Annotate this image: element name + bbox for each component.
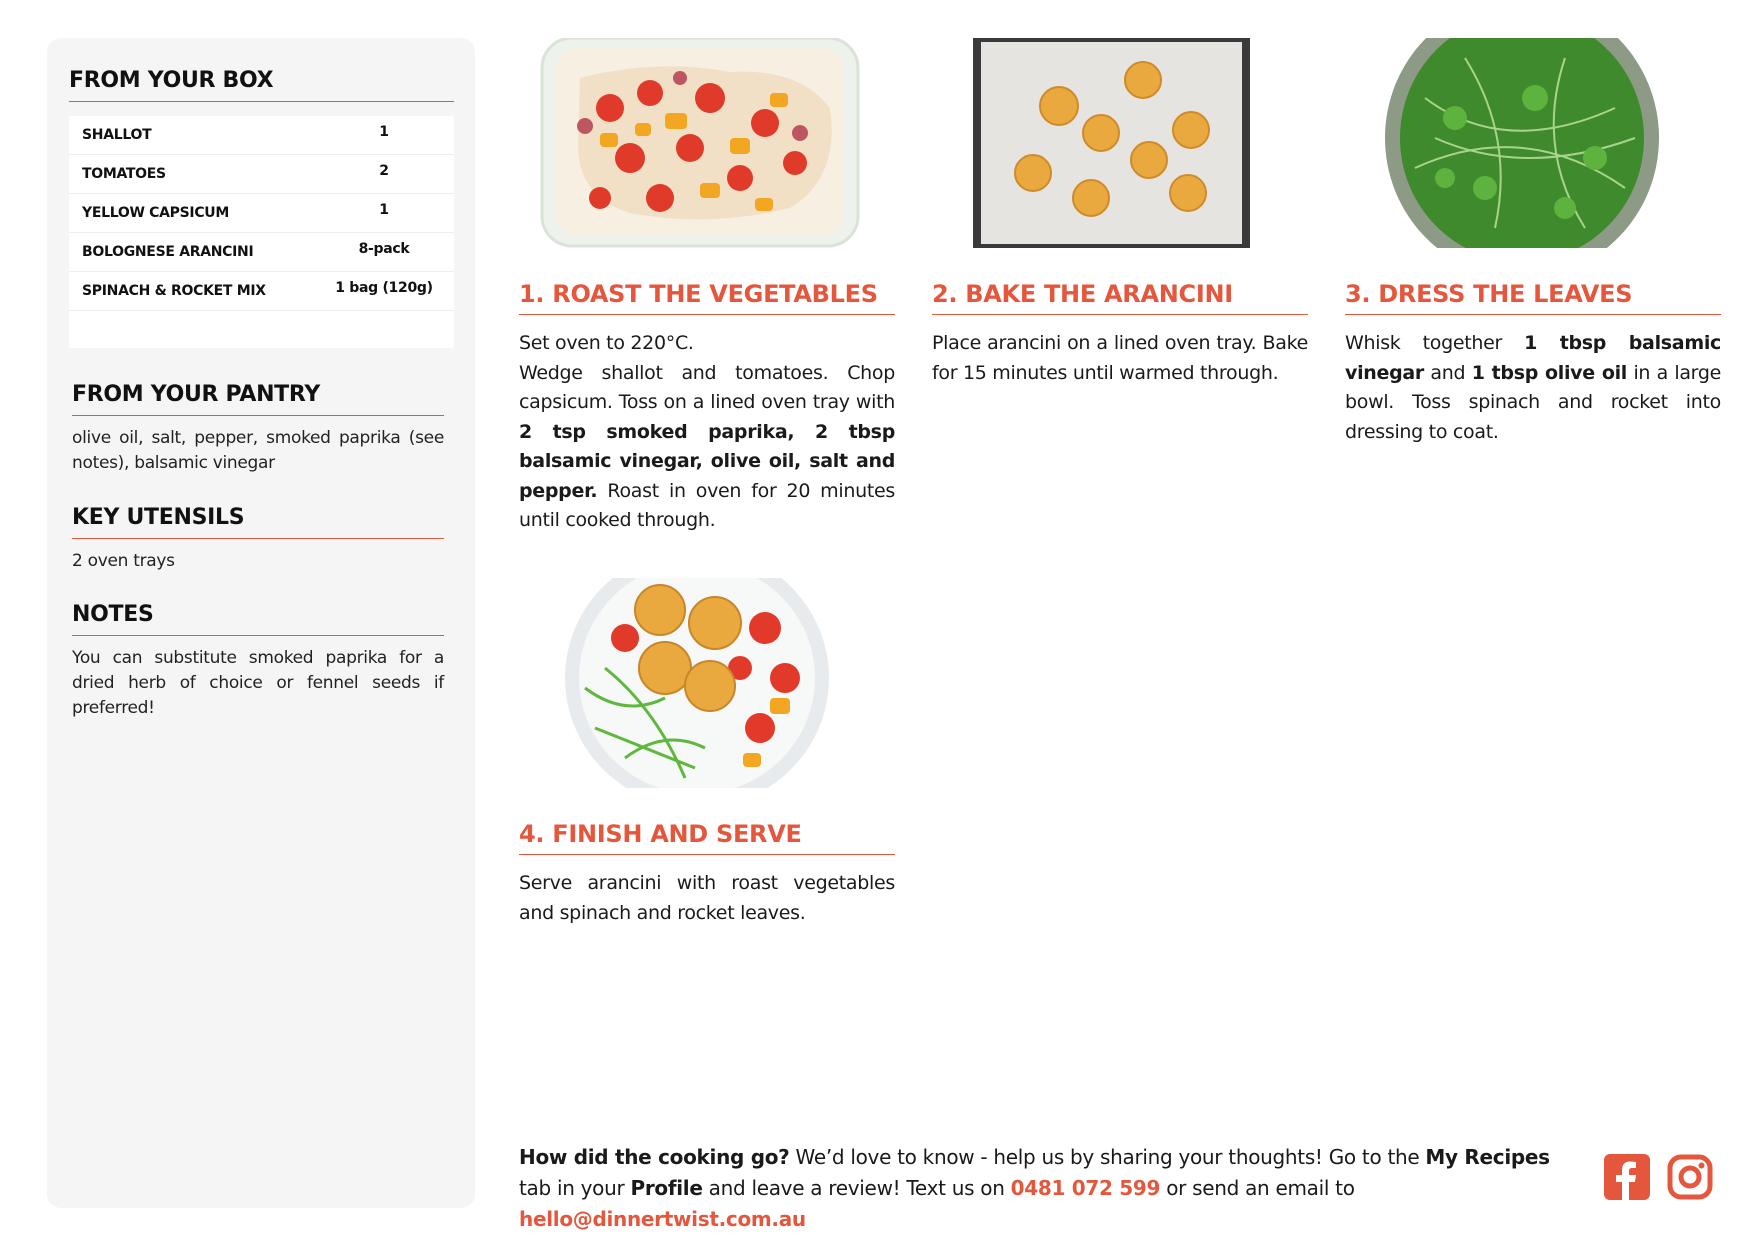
step-1-text bbox=[519, 329, 895, 536]
step-3-bold-part: 1 tbsp balsamic vinegar bbox=[1345, 332, 1721, 384]
ingredient-name: TOMATOES bbox=[82, 166, 166, 182]
step-4-text: Serve arancini with roast vegetables and spinach and rocket leaves. bbox=[519, 872, 895, 924]
ingredient-name: YELLOW CAPSICUM bbox=[82, 205, 229, 221]
utensils-text: 2 oven trays bbox=[72, 551, 175, 571]
step-1 bbox=[519, 280, 895, 536]
table-row bbox=[69, 116, 454, 155]
table-row bbox=[69, 272, 454, 311]
ingredient-qty: 2 bbox=[379, 163, 389, 179]
utensils-title: KEY UTENSILS bbox=[72, 505, 444, 539]
step-3 bbox=[1345, 280, 1721, 447]
phone-link[interactable]: 0481 072 599 bbox=[1010, 1176, 1161, 1200]
arancini-tray-photo bbox=[973, 38, 1250, 248]
step-1-title: 1. ROAST THE VEGETABLES bbox=[519, 280, 895, 315]
ingredient-qty: 1 bbox=[379, 202, 389, 218]
step-3-text-part: Whisk together bbox=[1345, 332, 1525, 354]
ingredient-name: BOLOGNESE ARANCINI bbox=[82, 244, 254, 260]
ingredient-qty: 1 bbox=[379, 124, 389, 140]
step-1-text-part: Wedge shallot and tomatoes. Chop capsicum. Toss on a lined oven tray with bbox=[519, 361, 895, 413]
table-row bbox=[69, 155, 454, 194]
ingredient-qty: 1 bag (120g) bbox=[335, 280, 433, 296]
notes-section bbox=[72, 602, 444, 721]
instagram-icon[interactable] bbox=[1667, 1154, 1713, 1200]
dressed-leaves-photo bbox=[1385, 38, 1660, 248]
my-recipes-label: My Recipes bbox=[1425, 1145, 1550, 1169]
pantry-text: olive oil, salt, pepper, smoked paprika (see notes), balsamic vinegar bbox=[72, 428, 444, 473]
step-1-text-part: Roast in oven for 20 minutes until cooked through. bbox=[519, 479, 895, 531]
step-2 bbox=[932, 280, 1308, 388]
sidebar-panel bbox=[47, 38, 475, 1208]
step-3-text bbox=[1345, 329, 1721, 447]
feedback-footer bbox=[519, 1142, 1579, 1235]
footer-text: tab in your bbox=[519, 1176, 631, 1200]
step-2-title: 2. BAKE THE ARANCINI bbox=[932, 280, 1308, 315]
email-link[interactable]: hello@dinnertwist.com.au bbox=[519, 1207, 806, 1231]
table-row bbox=[69, 194, 454, 233]
step-3-text-part: and bbox=[1424, 361, 1472, 384]
table-row bbox=[69, 233, 454, 272]
step-4-title: 4. FINISH AND SERVE bbox=[519, 820, 895, 855]
facebook-icon[interactable] bbox=[1604, 1154, 1650, 1200]
roast-vegetables-photo bbox=[540, 38, 860, 248]
step-1-bold-part: 2 tsp smoked paprika, 2 tbsp balsamic vinegar, olive oil, salt and pepper. bbox=[519, 420, 895, 502]
notes-text: You can substitute smoked paprika for a dried herb of choice or fennel seeds if preferred! bbox=[72, 648, 444, 718]
footer-question: How did the cooking go? bbox=[519, 1145, 790, 1169]
finished-plate-photo bbox=[565, 578, 830, 788]
step-3-bold-part: 1 tbsp olive oil bbox=[1471, 361, 1628, 384]
profile-label: Profile bbox=[630, 1176, 703, 1200]
ingredient-name: SPINACH & ROCKET MIX bbox=[82, 283, 266, 299]
ingredient-name: SHALLOT bbox=[82, 127, 152, 143]
step-2-text: Place arancini on a lined oven tray. Bake for 15 minutes until warmed through. bbox=[932, 332, 1308, 384]
footer-text: or send an email to bbox=[1160, 1176, 1355, 1200]
step-4 bbox=[519, 820, 895, 928]
from-your-box-title: FROM YOUR BOX bbox=[69, 68, 454, 102]
ingredient-qty: 8-pack bbox=[358, 241, 410, 257]
step-3-text-part: in a large bowl. Toss spinach and rocket into dressing to coat. bbox=[1345, 361, 1721, 443]
footer-text: We’d love to know - help us by sharing your thoughts! Go to the bbox=[789, 1145, 1426, 1169]
notes-title: NOTES bbox=[72, 602, 444, 636]
from-your-box-section bbox=[69, 68, 454, 348]
pantry-section bbox=[72, 382, 444, 476]
pantry-title: FROM YOUR PANTRY bbox=[72, 382, 444, 416]
utensils-section bbox=[72, 505, 444, 574]
step-3-title: 3. DRESS THE LEAVES bbox=[1345, 280, 1721, 315]
step-1-line-1: Set oven to 220°C. bbox=[519, 332, 694, 354]
ingredients-table bbox=[69, 116, 454, 348]
footer-text: and leave a review! Text us on bbox=[702, 1176, 1011, 1200]
